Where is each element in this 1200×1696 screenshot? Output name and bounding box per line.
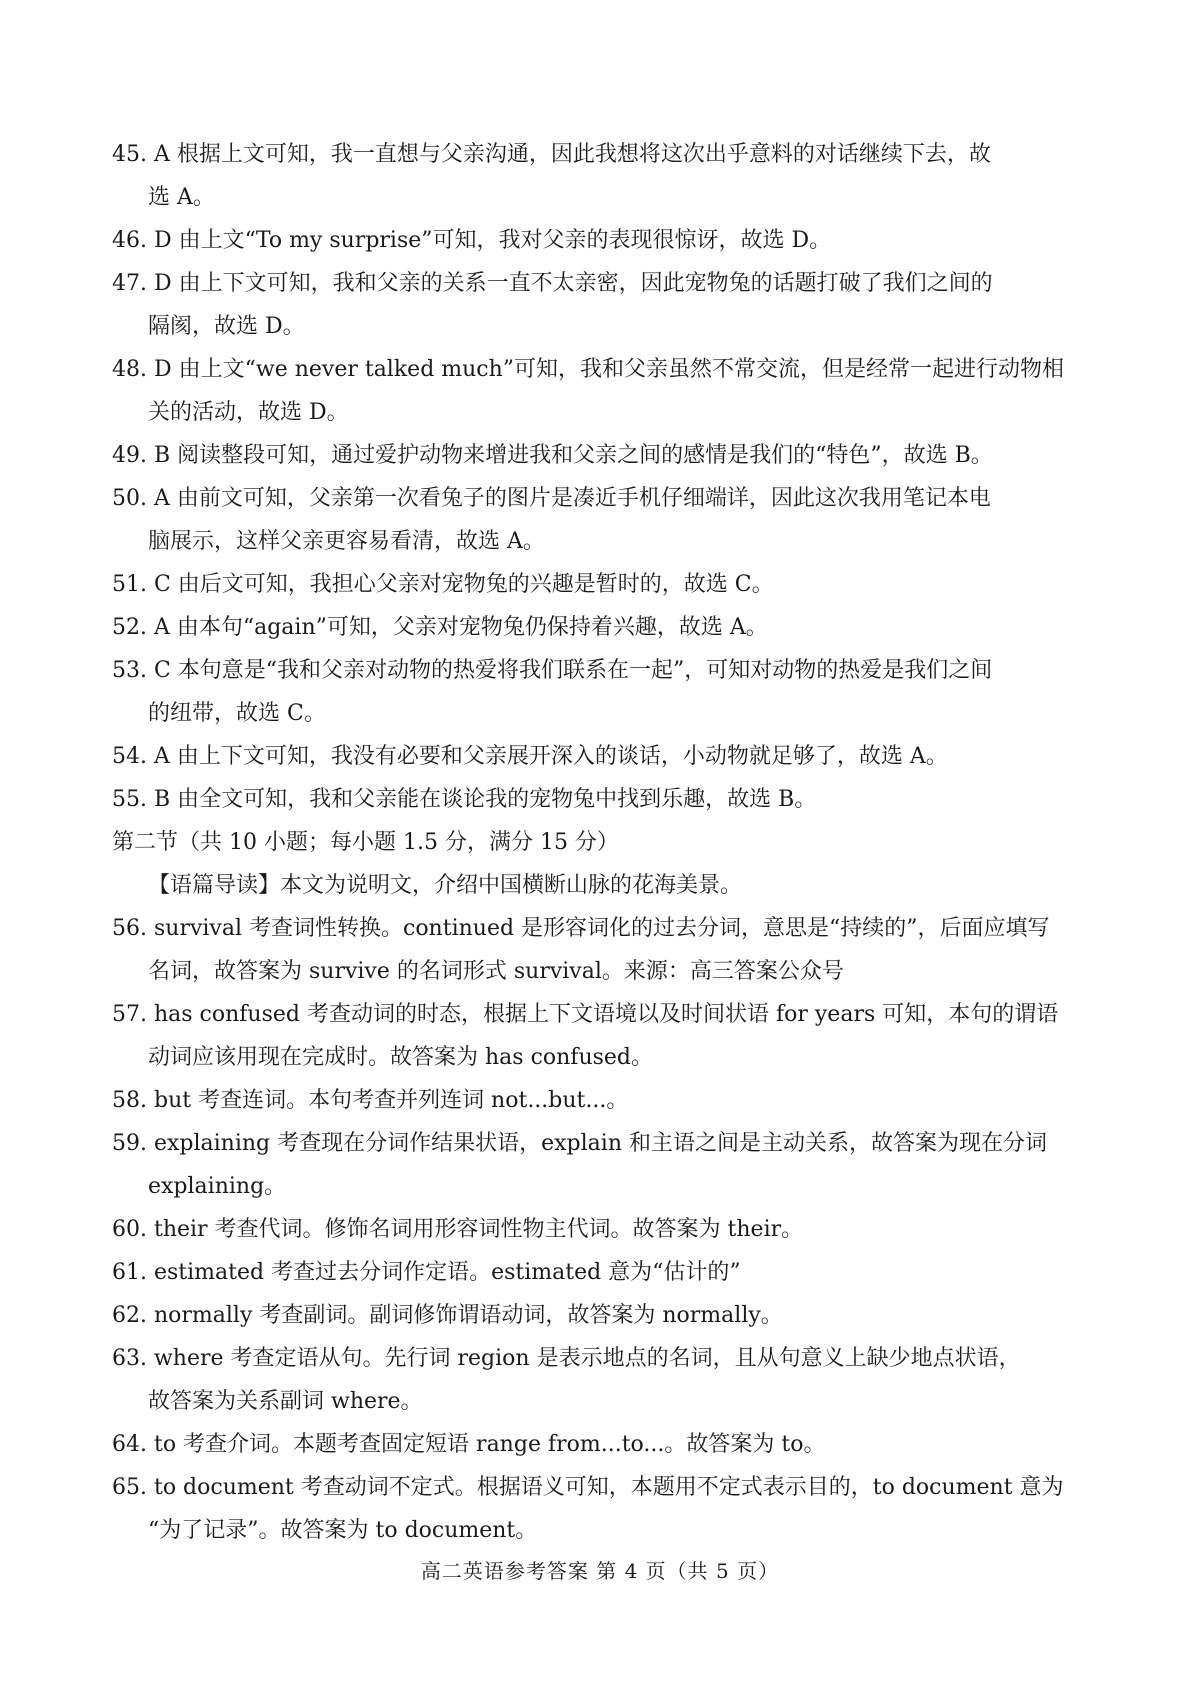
answer-text: 53. C 本句意是“我和父亲对动物的热爱将我们联系在一起”，可知对动物的热爱是我们之间	[112, 658, 993, 683]
answer-item	[112, 1079, 1102, 1122]
answer-text: 50. A 由前文可知，父亲第一次看兔子的图片是凑近手机仔细端详，因此这次我用笔记本电	[112, 486, 991, 511]
answer-item	[112, 907, 1102, 993]
answer-text: 61. estimated 考查过去分词作定语。estimated 意为“估计的”	[112, 1260, 741, 1285]
answer-item	[112, 649, 1102, 735]
answer-text: 62. normally 考查副词。副词修饰谓语动词，故答案为 normally。	[112, 1303, 783, 1328]
answer-item	[112, 434, 1102, 477]
answer-text-continued: explaining。	[148, 1174, 287, 1199]
answer-item	[112, 1423, 1102, 1466]
answer-text-continued: 的纽带，故选 C。	[148, 701, 326, 726]
answer-item	[112, 993, 1102, 1079]
answer-text: 63. where 考查定语从句。先行词 region 是表示地点的名词，且从句意义上缺少地点状语，	[112, 1346, 1021, 1371]
answers-section-one	[112, 133, 1102, 821]
answer-text: 55. B 由全文可知，我和父亲能在谈论我的宠物兔中找到乐趣，故选 B。	[112, 787, 817, 812]
answer-item	[112, 348, 1102, 434]
answer-text: 45. A 根据上文可知，我一直想与父亲沟通，因此我想将这次出乎意料的对话继续下去，故	[112, 142, 991, 167]
answer-text-continued: 隔阂，故选 D。	[148, 314, 305, 339]
answers-section-two	[112, 907, 1102, 1552]
answer-text-continued: 关的活动，故选 D。	[148, 400, 349, 425]
answer-text-continued: 选 A。	[148, 185, 215, 210]
answer-item	[112, 477, 1102, 563]
answer-text-continued: “为了记录”。故答案为 to document。	[148, 1518, 538, 1543]
answer-text: 64. to 考查介词。本题考查固定短语 range from...to...。故答案为 to。	[112, 1432, 826, 1457]
answer-item	[112, 606, 1102, 649]
answer-item	[112, 735, 1102, 778]
answer-item	[112, 1337, 1102, 1423]
answer-item	[112, 1208, 1102, 1251]
answer-text: 48. D 由上文“we never talked much”可知，我和父亲虽然不常交流，但是经常一起进行动物相	[112, 357, 1065, 382]
answer-item	[112, 1294, 1102, 1337]
answer-item	[112, 219, 1102, 262]
answer-item	[112, 1122, 1102, 1208]
answer-text-continued: 动词应该用现在完成时。故答案为 has confused。	[148, 1045, 654, 1070]
answer-text: 46. D 由上文“To my surprise”可知，我对父亲的表现很惊讶，故选 D。	[112, 228, 832, 253]
answer-text: 58. but 考查连词。本句考查并列连词 not...but...。	[112, 1088, 629, 1113]
passage-intro: 【语篇导读】本文为说明文，介绍中国横断山脉的花海美景。	[148, 873, 743, 898]
answer-text: 60. their 考查代词。修饰名词用形容词性物主代词。故答案为 their。	[112, 1217, 804, 1242]
answer-text: 59. explaining 考查现在分词作结果状语，explain 和主语之间是主动关系，故答案为现在分词	[112, 1131, 1047, 1156]
answer-text: 65. to document 考查动词不定式。根据语义可知，本题用不定式表示目的，to document 意为	[112, 1475, 1064, 1500]
answer-text-continued: 脑展示，这样父亲更容易看清，故选 A。	[148, 529, 545, 554]
answer-text-continued: 故答案为关系副词 where。	[148, 1389, 423, 1414]
answer-text: 56. survival 考查词性转换。continued 是形容词化的过去分词，意思是“持续的”，后面应填写	[112, 916, 1050, 941]
answer-text: 49. B 阅读整段可知，通过爱护动物来增进我和父亲之间的感情是我们的“特色”，故选 B。	[112, 443, 993, 468]
page-footer: 高二英语参考答案 第 4 页（共 5 页）	[420, 1559, 780, 1583]
answer-text: 47. D 由上下文可知，我和父亲的关系一直不太亲密，因此宠物兔的话题打破了我们之间的	[112, 271, 993, 296]
answer-text-continued: 名词，故答案为 survive 的名词形式 survival。来源：高三答案公众号	[148, 959, 844, 984]
section-heading: 第二节（共 10 小题；每小题 1.5 分，满分 15 分）	[112, 830, 619, 855]
answer-item	[112, 1251, 1102, 1294]
answer-item	[112, 563, 1102, 606]
answer-item	[112, 778, 1102, 821]
answer-text: 57. has confused 考查动词的时态，根据上下文语境以及时间状语 for years 可知，本句的谓语	[112, 1002, 1059, 1027]
answer-content	[112, 133, 1102, 1552]
answer-text: 54. A 由上下文可知，我没有必要和父亲展开深入的谈话，小动物就足够了，故选 A。	[112, 744, 948, 769]
answer-text: 51. C 由后文可知，我担心父亲对宠物兔的兴趣是暂时的，故选 C。	[112, 572, 774, 597]
answer-item	[112, 262, 1102, 348]
answer-item	[112, 133, 1102, 219]
answer-item	[112, 1466, 1102, 1552]
answer-text: 52. A 由本句“again”可知，父亲对宠物兔仍保持着兴趣，故选 A。	[112, 615, 768, 640]
